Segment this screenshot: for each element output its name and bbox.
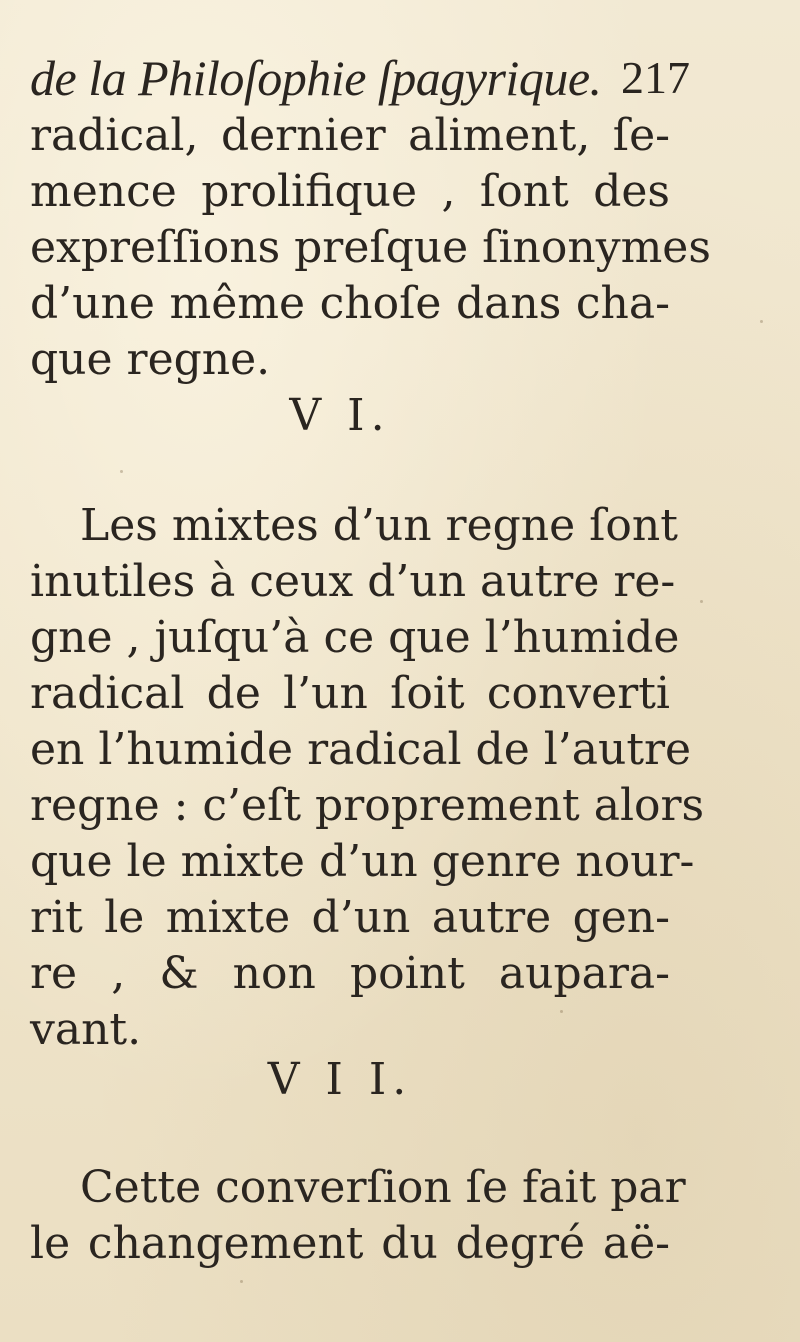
paper-speck [240,1280,243,1283]
text-line: Les mixtes d’un regne ſont [80,500,678,551]
text-line: que le mixte d’un genre nour- [30,836,695,887]
page-number: 217 [621,52,690,103]
text-line: rit le mixte d’un autre gen- [30,892,670,943]
section-vii-paragraph [30,1160,686,1272]
text-line: inutiles à ceux d’un autre re- [30,556,676,607]
text-line: vant. [30,1004,142,1055]
text-line: radical, dernier aliment, ſe- [30,110,670,161]
paper-speck [760,320,763,323]
text-line: radical de l’un ſoit converti [30,668,670,719]
text-line: gne , juſqu’à ce que l’humide [30,612,680,663]
paper-speck [120,470,123,473]
paper-speck [700,600,703,603]
text-line: le changement du degré aë- [30,1218,670,1269]
section-heading-vii: V I I. [267,1054,413,1105]
text-line: d’une même choſe dans cha- [30,278,670,329]
text-line: regne : c’eſt proprement alors [30,780,705,831]
paragraph-continuation [30,108,711,388]
text-line: re , & non point aupara- [30,948,670,999]
text-line: mence prolifique , ſont des [30,166,670,217]
section-heading-vi: V I. [289,390,391,441]
text-line: en l’humide radical de l’autre [30,724,692,775]
running-head-title: de la Philoſophie ſpagyrique. [30,50,602,106]
section-vi-paragraph [30,498,705,1058]
text-line: que regne. [30,334,271,385]
text-line: Cette converſion ſe fait par [80,1162,686,1213]
paper-speck [560,1010,563,1013]
text-line: expreſſions preſque ſinonymes [30,222,711,273]
running-head [30,48,690,108]
